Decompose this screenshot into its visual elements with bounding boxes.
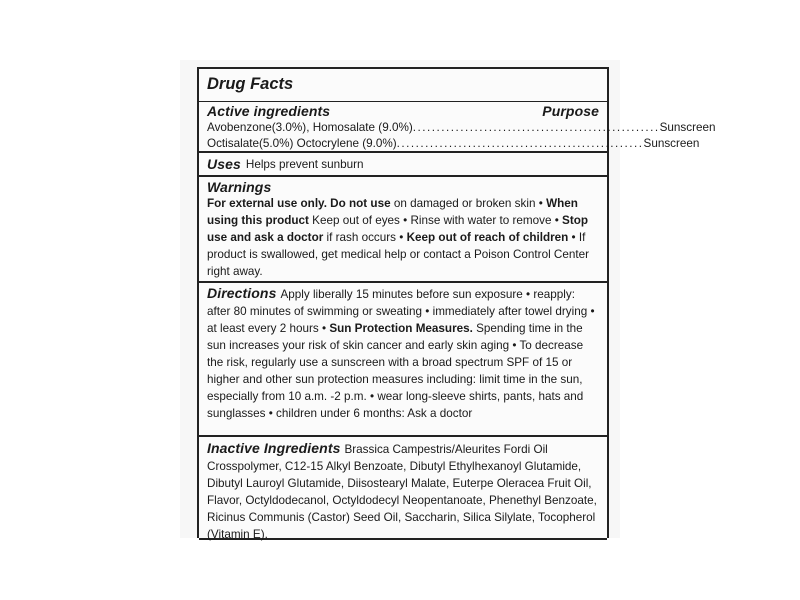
warning-bold: Stop use and ask a doctor bbox=[207, 214, 588, 244]
warnings-section bbox=[199, 177, 607, 283]
active-ingredient-row bbox=[207, 120, 716, 136]
inactive-ingredients-text: Inactive Ingredients Brassica Campestris/Aleurites Fordi Oil Crosspolymer, C12-15 Alkyl Benzoate, Dibutyl Ethylhexanoyl Glutamide, Dibutyl Lauroyl Glutamide, Diisostearyl Malate, Euterpe Oleracea Fruit Oil, Flavor, Octyldodecanol, Octyldodecyl Neopentanoate, Phenethyl Benzoate, Ricinus Communis (Castor) Seed Oil, Saccharin, Silica Silylate, Tocopherol (Vitamin E). bbox=[207, 440, 597, 541]
directions-bold: Sun Protection Measures. bbox=[329, 322, 473, 335]
warnings-heading: Warnings bbox=[207, 179, 272, 195]
uses-section bbox=[199, 153, 607, 177]
warnings-text: For external use only. Do not use on damaged or broken skin • When using this product Keep out of eyes • Rinse with water to remove • Stop use and ask a doctor if rash occurs • Keep out of reach of children • If product is swallowed, get medical help or contact a Poison Control Center right away. bbox=[207, 197, 589, 278]
warning-bold: When using this product bbox=[207, 197, 578, 227]
ingredient-purpose: Sunscreen bbox=[659, 121, 716, 134]
directions-heading: Directions bbox=[207, 285, 277, 301]
warning-bold: For external use only. Do not use bbox=[207, 197, 391, 210]
purpose-heading: Purpose bbox=[542, 103, 599, 119]
inactive-ingredients-heading: Inactive Ingredients bbox=[207, 440, 341, 456]
ingredient-name: Octisalate(5.0%) Octocrylene (9.0%) bbox=[207, 137, 397, 150]
warning-bold: Keep out of reach of children bbox=[406, 231, 569, 244]
drug-facts-title: Drug Facts bbox=[207, 75, 294, 93]
active-ingredients-heading: Active ingredients bbox=[207, 103, 331, 119]
inactive-ingredients-section bbox=[199, 437, 607, 540]
directions-section bbox=[199, 283, 607, 437]
active-ingredient-row bbox=[207, 136, 700, 152]
ingredient-purpose: Sunscreen bbox=[643, 137, 700, 150]
uses-text: Helps prevent sunburn bbox=[245, 157, 364, 171]
drug-facts-header bbox=[199, 69, 607, 101]
drug-facts-panel bbox=[197, 67, 716, 541]
leader-dots: .................................................... bbox=[396, 137, 644, 150]
active-ingredients-section bbox=[199, 101, 716, 153]
leader-dots: .................................................... bbox=[412, 121, 660, 134]
uses-heading: Uses bbox=[207, 156, 241, 172]
ingredient-name: Avobenzone(3.0%), Homosalate (9.0%) bbox=[207, 121, 413, 134]
directions-text: Directions Apply liberally 15 minutes before sun exposure • reapply: after 80 minutes of swimming or sweating • immediately after towel drying • at least every 2 hours • Sun Protection Measures. Spending time in the sun increases your risk of skin cancer and early skin aging • To decrease the risk, regularly use a sunscreen with a broad spectrum SPF of 15 or higher and other sun protection measures including: limit time in the sun, especially from 10 a.m. -2 p.m. • wear long-sleeve shirts, pants, hats and sunglasses • children under 6 months: Ask a doctor bbox=[207, 285, 595, 420]
